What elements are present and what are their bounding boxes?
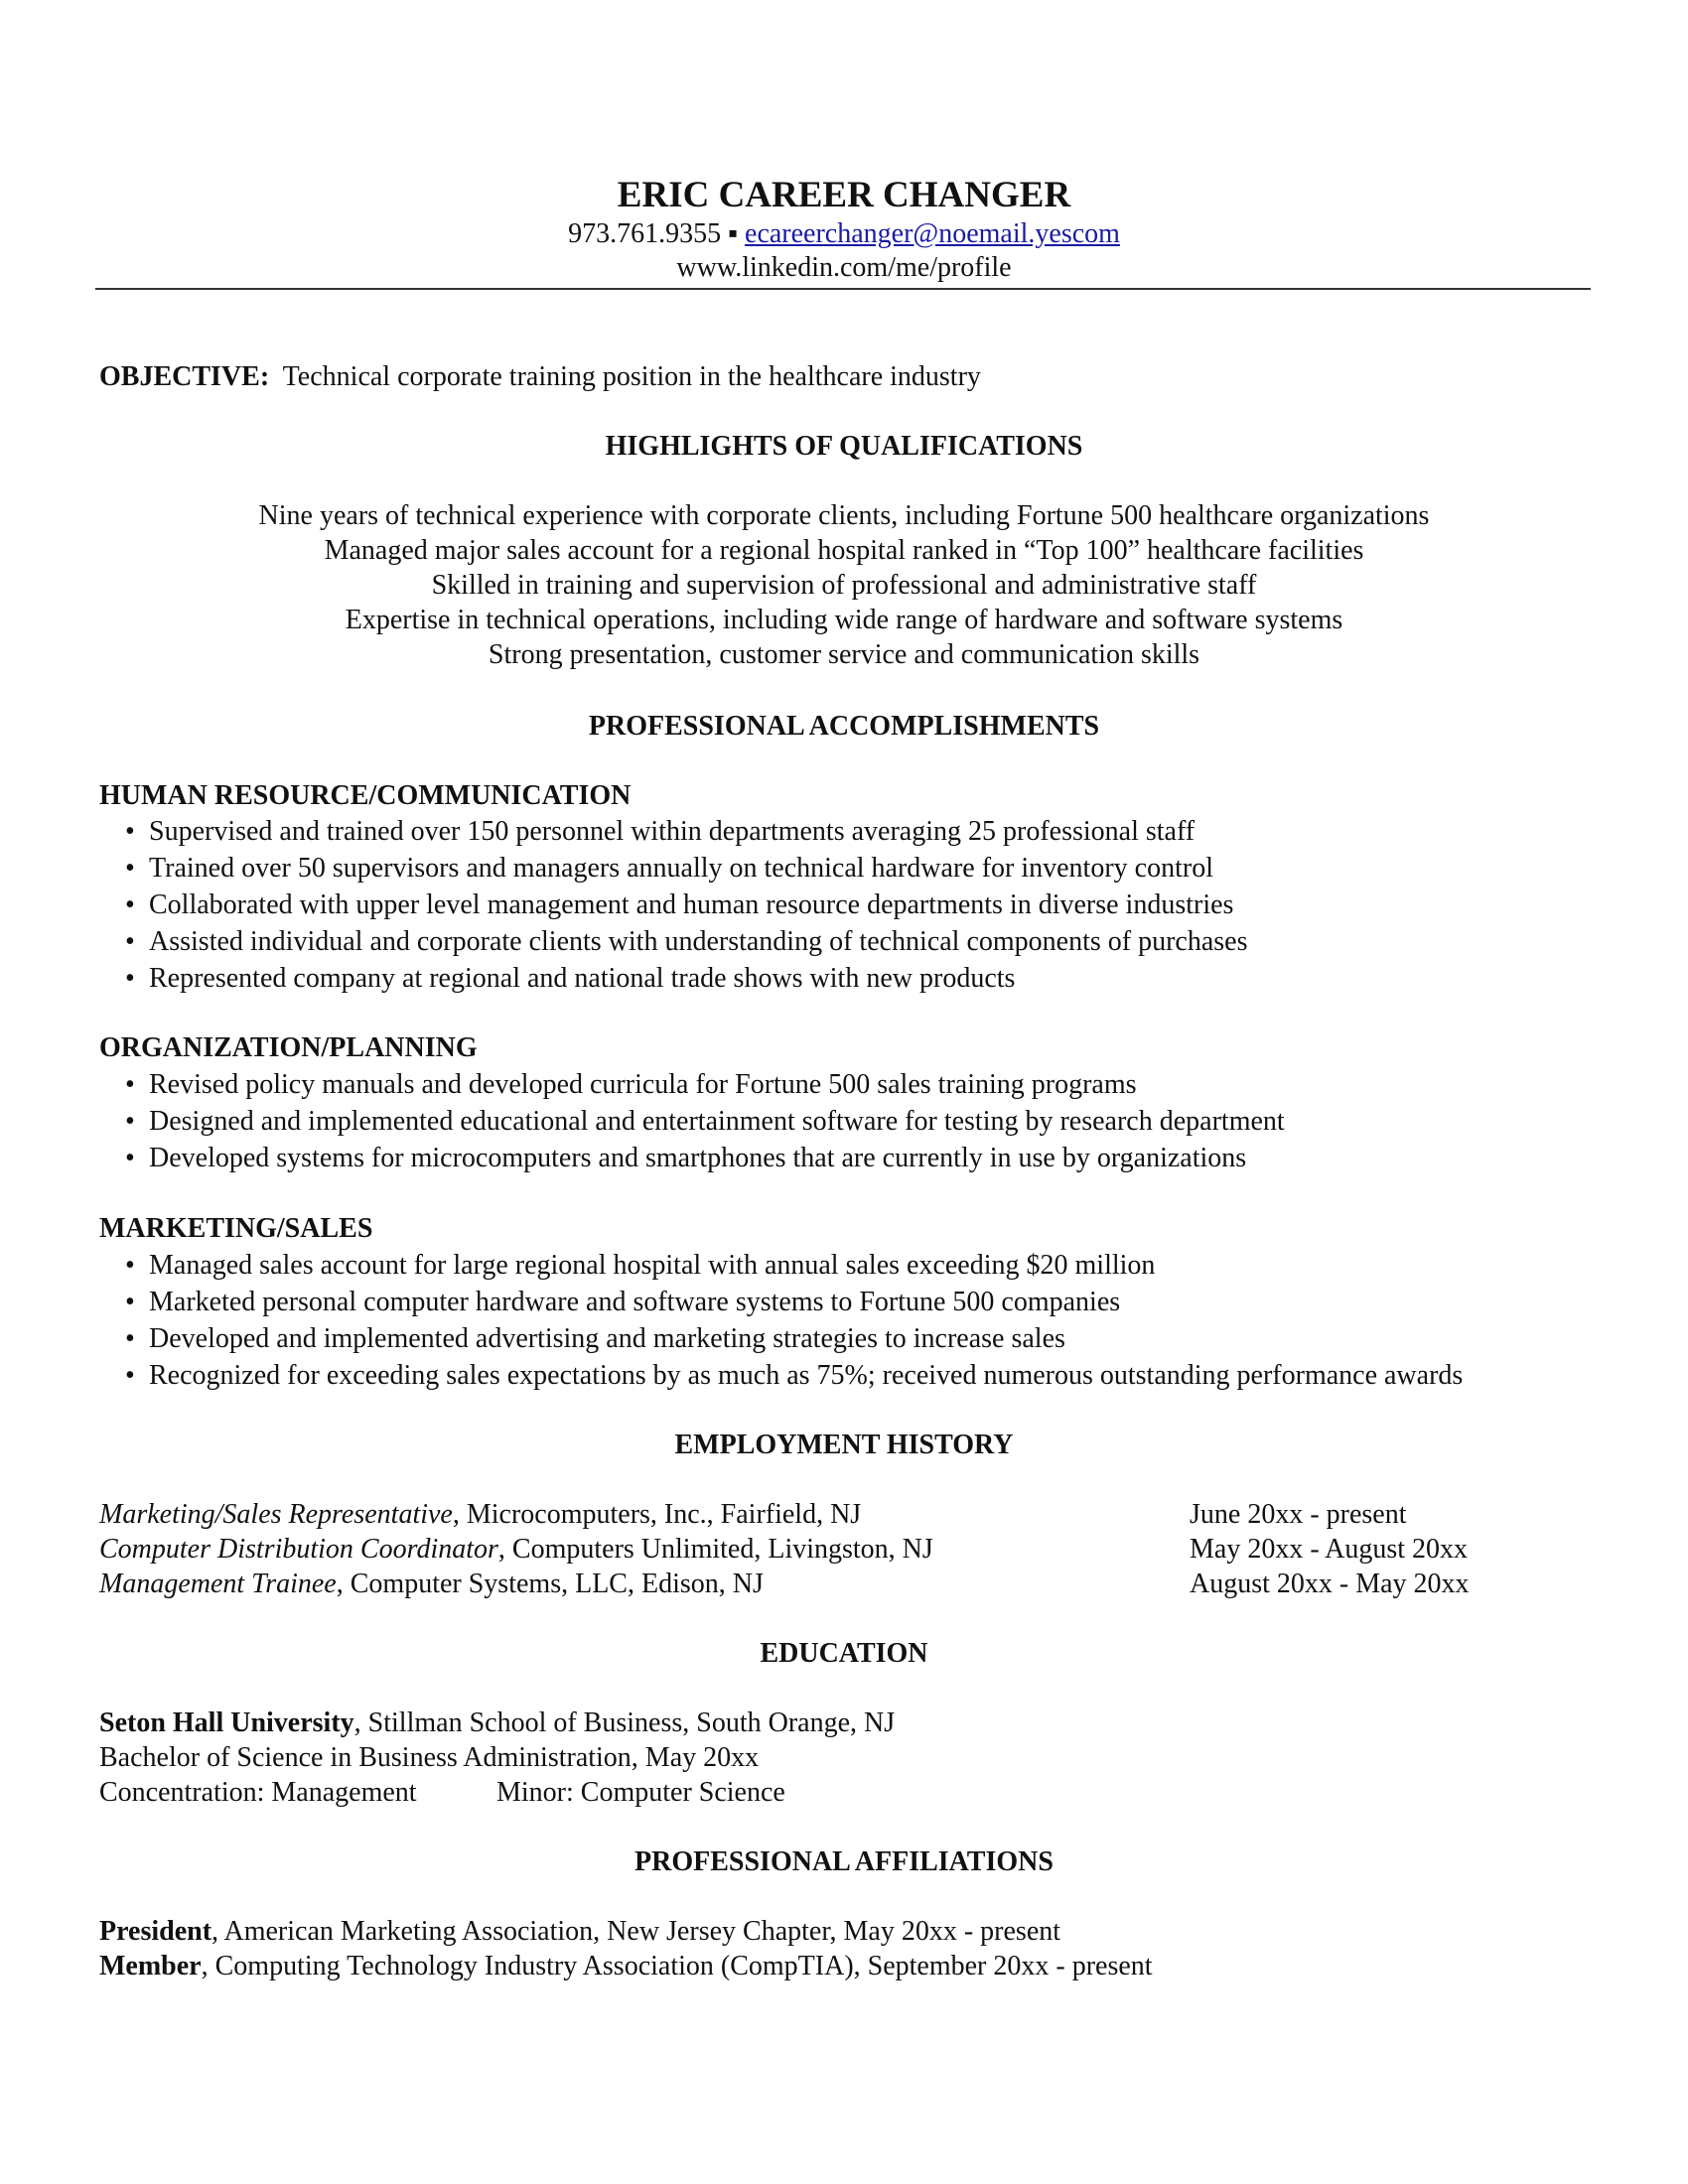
bullet-icon: •	[125, 1360, 135, 1391]
degree-line: Bachelor of Science in Business Administration, May 20xx	[99, 1742, 760, 1773]
job-dates: May 20xx - August 20xx	[1190, 1534, 1468, 1565]
subsection-title-hr: HUMAN RESOURCE/COMMUNICATION	[99, 780, 632, 811]
objective-label: OBJECTIVE:	[99, 361, 270, 392]
subsection-title-marketing: MARKETING/SALES	[99, 1213, 373, 1244]
job-role: Management Trainee	[99, 1569, 337, 1599]
section-title-affiliations: PROFESSIONAL AFFILIATIONS	[634, 1846, 1054, 1877]
job-entry: Management Trainee, Computer Systems, LLC, Edison, NJ	[99, 1569, 764, 1599]
minor: Minor: Computer Science	[496, 1777, 785, 1808]
highlight-item: Expertise in technical operations, including wide range of hardware and software systems	[345, 605, 1343, 635]
affiliation-role: President	[99, 1916, 212, 1947]
section-title-education: EDUCATION	[760, 1638, 928, 1669]
affiliation-item: Member, Computing Technology Industry Association (CompTIA), September 20xx - present	[99, 1951, 1153, 1981]
bullet-icon: •	[125, 926, 135, 957]
bullet-icon: •	[125, 1323, 135, 1354]
job-dates: June 20xx - present	[1190, 1499, 1407, 1530]
affiliation-item: President, American Marketing Association, New Jersey Chapter, May 20xx - present	[99, 1916, 1061, 1947]
objective-text: Technical corporate training position in the healthcare industry	[282, 361, 981, 392]
linkedin-url: www.linkedin.com/me/profile	[676, 252, 1012, 283]
list-item: • Represented company at regional and national trade shows with new products	[125, 963, 1016, 994]
bullet-icon: •	[125, 1106, 135, 1137]
bullet-icon: •	[125, 853, 135, 884]
list-item: • Marketed personal computer hardware and software systems to Fortune 500 companies	[125, 1287, 1121, 1317]
bullet-icon: •	[125, 1069, 135, 1100]
list-item: • Managed sales account for large regional hospital with annual sales exceeding $20 million	[125, 1250, 1156, 1281]
highlight-item: Skilled in training and supervision of professional and administrative staff	[431, 570, 1257, 601]
job-role: Marketing/Sales Representative	[99, 1499, 453, 1530]
header-divider	[95, 288, 1591, 290]
job-dates: August 20xx - May 20xx	[1190, 1569, 1470, 1599]
email-link[interactable]: ecareerchanger@noemail.yescom	[745, 218, 1120, 249]
bullet-icon: •	[125, 816, 135, 847]
school-line: Seton Hall University, Stillman School of Business, South Orange, NJ	[99, 1707, 896, 1738]
bullet-icon: •	[125, 1287, 135, 1317]
bullet-icon: •	[125, 1143, 135, 1173]
list-item: • Trained over 50 supervisors and managers annually on technical hardware for inventory control	[125, 853, 1213, 884]
list-item: • Designed and implemented educational and entertainment software for testing by research department	[125, 1106, 1285, 1137]
bullet-icon: •	[125, 963, 135, 994]
phone-number: 973.761.9355	[568, 218, 722, 249]
affiliation-role: Member	[99, 1951, 202, 1981]
list-item: • Developed and implemented advertising and marketing strategies to increase sales	[125, 1323, 1065, 1354]
bullet-icon: •	[125, 889, 135, 920]
list-item: • Assisted individual and corporate clients with understanding of technical components of purchases	[125, 926, 1248, 957]
highlight-item: Nine years of technical experience with corporate clients, including Fortune 500 healthcare organizations	[258, 500, 1430, 531]
subsection-title-organization: ORGANIZATION/PLANNING	[99, 1032, 478, 1063]
job-entry: Marketing/Sales Representative, Microcomputers, Inc., Fairfield, NJ	[99, 1499, 862, 1530]
section-title-employment: EMPLOYMENT HISTORY	[674, 1430, 1014, 1460]
concentration: Concentration: Management	[99, 1777, 417, 1808]
school-name: Seton Hall University	[99, 1707, 354, 1738]
contact-line	[0, 220, 1688, 248]
list-item: • Supervised and trained over 150 personnel within departments averaging 25 professional staff	[125, 816, 1196, 847]
job-role: Computer Distribution Coordinator	[99, 1534, 498, 1565]
highlight-item: Managed major sales account for a regional hospital ranked in “Top 100” healthcare facilities	[324, 535, 1364, 566]
bullet-icon: •	[125, 1250, 135, 1281]
candidate-name: ERIC CAREER CHANGER	[617, 175, 1071, 215]
separator-icon: ▪	[728, 218, 739, 249]
highlight-item: Strong presentation, customer service and communication skills	[488, 639, 1200, 670]
job-entry: Computer Distribution Coordinator, Computers Unlimited, Livingston, NJ	[99, 1534, 933, 1565]
list-item: • Collaborated with upper level management and human resource departments in diverse industries	[125, 889, 1234, 920]
list-item: • Revised policy manuals and developed curricula for Fortune 500 sales training programs	[125, 1069, 1137, 1100]
list-item: • Developed systems for microcomputers and smartphones that are currently in use by organizations	[125, 1143, 1247, 1173]
list-item: • Recognized for exceeding sales expectations by as much as 75%; received numerous outstanding performance awards	[125, 1360, 1464, 1391]
section-title-highlights: HIGHLIGHTS OF QUALIFICATIONS	[605, 431, 1083, 462]
objective	[99, 363, 981, 391]
section-title-accomplishments: PROFESSIONAL ACCOMPLISHMENTS	[588, 711, 1100, 742]
